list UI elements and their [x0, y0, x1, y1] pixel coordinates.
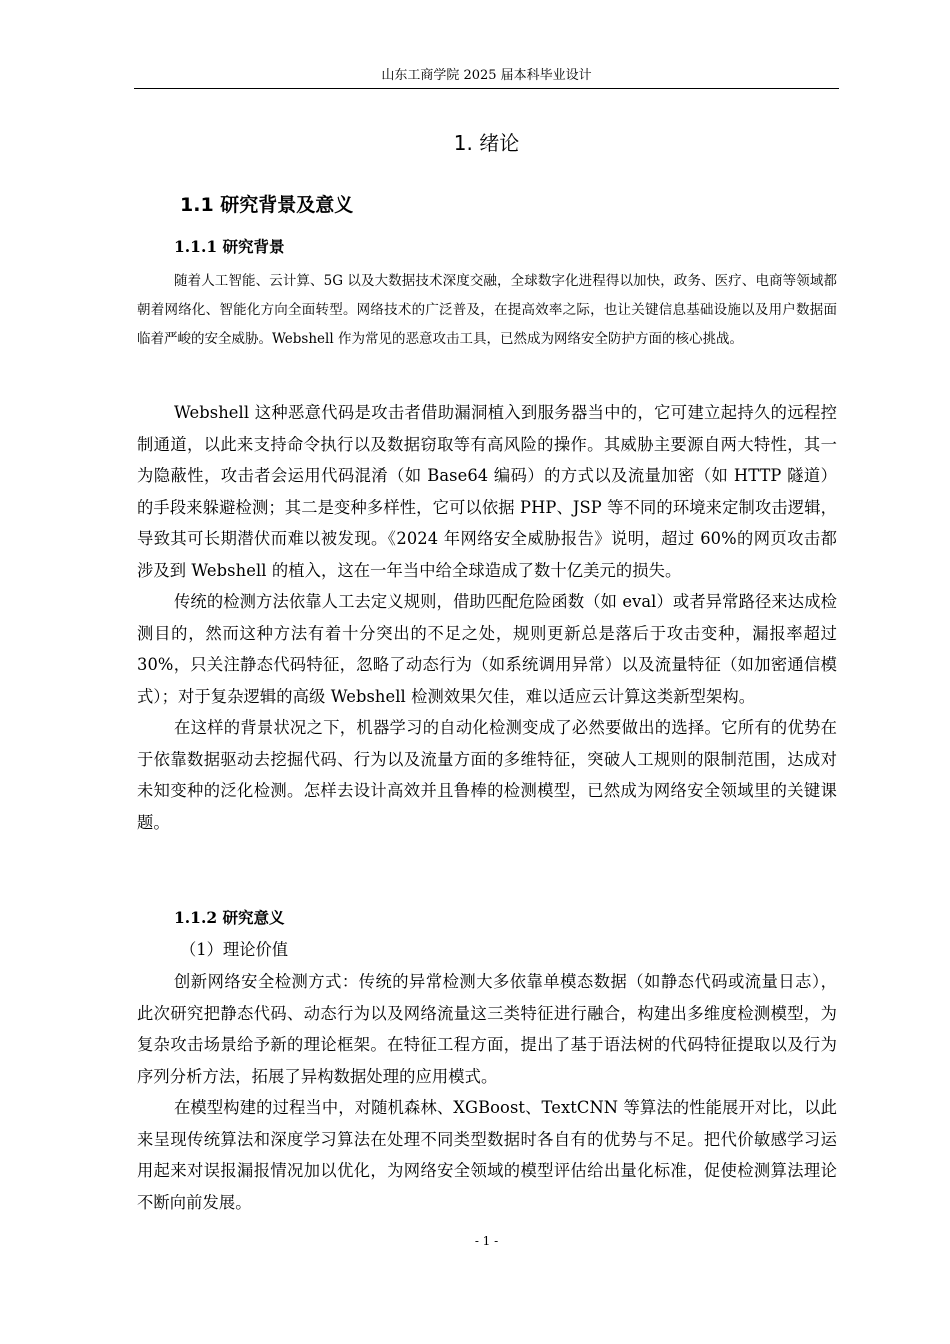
background-block-2	[137, 397, 837, 838]
paragraph: 随着人工智能、云计算、5G 以及大数据技术深度交融，全球数字化进程得以加快，政务、医疗、电商等领域都朝着网络化、智能化方向全面转型。网络技术的广泛普及，在提高效率之际，也让关键信息基础设施以及用户数据面临着严峻的安全威胁。Webshell 作为常见的恶意攻击工具，已然成为网络安全防护方面的核心挑战。	[137, 273, 837, 347]
paragraph: 传统的检测方法依靠人工去定义规则，借助匹配危险函数（如 eval）或者异常路径来达成检测目的，然而这种方法有着十分突出的不足之处，规则更新总是落后于攻击变种，漏报率超过 30%，只关注静态代码特征，忽略了动态行为（如系统调用异常）以及流量特征（如加密通信模式）；对于复杂逻辑的高级 Webshell 检测效果欠佳，难以适应云计算这类新型架构。	[137, 592, 837, 706]
subsection-title-background: 1.1.1 研究背景	[174, 237, 285, 256]
item-label: （1）理论价值	[180, 940, 289, 959]
section-title: 1.1 研究背景及意义	[180, 194, 354, 216]
background-block	[137, 267, 837, 354]
significance-block	[137, 966, 837, 1218]
chapter-title: 1. 绪论	[453, 131, 520, 155]
page-number: - 1 -	[474, 1234, 499, 1248]
paragraph: Webshell 这种恶意代码是攻击者借助漏洞植入到服务器当中的，它可建立起持久的远程控制通道，以此来支持命令执行以及数据窃取等有高风险的操作。其威胁主要源自两大特性，其一为隐蔽性，攻击者会运用代码混淆（如 Base64 编码）的方式以及流量加密（如 HTTP 隧道）的手段来躲避检测；其二是变种多样性，它可以依据 PHP、JSP 等不同的环境来定制攻击逻辑，导致其可长期潜伏而难以被发现。《2024 年网络安全威胁报告》说明，超过 60%的网页攻击都涉及到 Webshell 的植入，这在一年当中给全球造成了数十亿美元的损失。	[137, 403, 837, 580]
paragraph: 在模型构建的过程当中，对随机森林、XGBoost、TextCNN 等算法的性能展开对比，以此来呈现传统算法和深度学习算法在处理不同类型数据时各自有的优势与不足。把代价敏感学习运用起来对误报漏报情况加以优化，为网络安全领域的模型评估给出量化标准，促使检测算法理论不断向前发展。	[137, 1098, 837, 1212]
page-header: 山东工商学院 2025 届本科毕业设计	[381, 68, 592, 83]
paragraph: 创新网络安全检测方式：传统的异常检测大多依靠单模态数据（如静态代码或流量日志），此次研究把静态代码、动态行为以及网络流量这三类特征进行融合，构建出多维度检测模型，为复杂攻击场景给予新的理论框架。在特征工程方面，提出了基于语法树的代码特征提取以及行为序列分析方法，拓展了异构数据处理的应用模式。	[137, 972, 837, 1086]
subsection-title-significance: 1.1.2 研究意义	[174, 908, 285, 927]
paragraph: 在这样的背景状况之下，机器学习的自动化检测变成了必然要做出的选择。它所有的优势在于依靠数据驱动去挖掘代码、行为以及流量方面的多维特征，突破人工规则的限制范围，达成对未知变种的泛化检测。怎样去设计高效并且鲁棒的检测模型，已然成为网络安全领域里的关键课题。	[137, 718, 837, 832]
header-rule	[134, 88, 839, 89]
